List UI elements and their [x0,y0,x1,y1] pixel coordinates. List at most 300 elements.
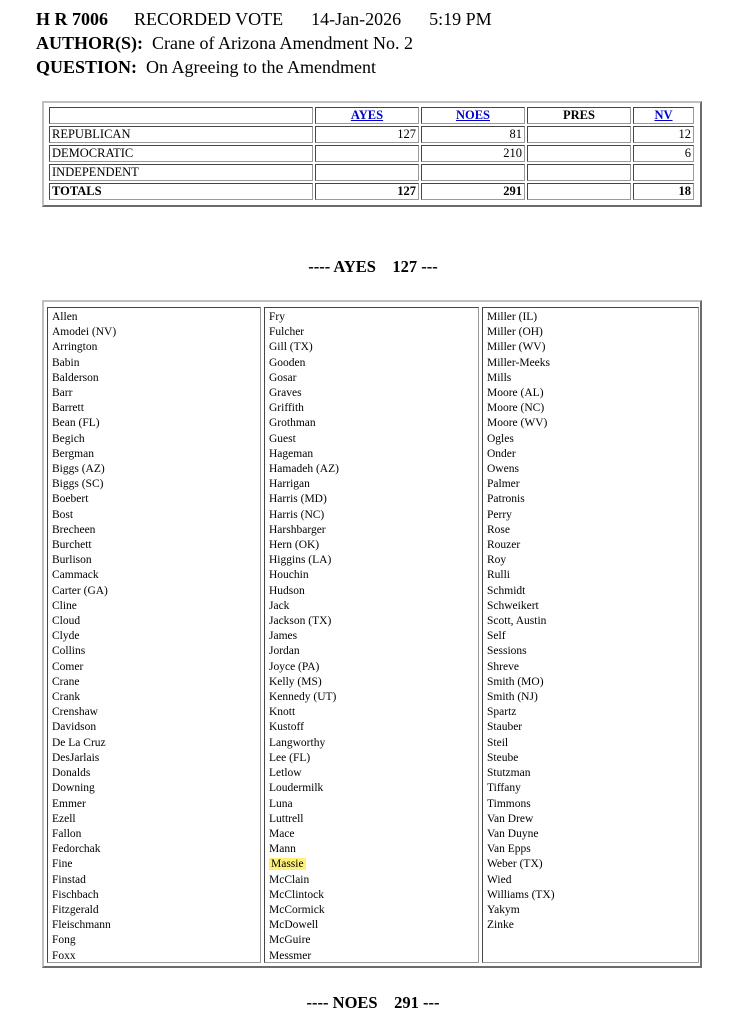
member-name-text: Rouzer [487,539,521,552]
member-name [487,614,698,629]
member-name [487,660,698,675]
question-line [36,56,376,78]
member-name [52,720,260,735]
member-name-text: Fry [269,311,285,323]
member-name-text: Schmidt [487,584,526,597]
member-name-text: Bergman [52,447,94,460]
member-name [52,356,260,371]
member-name [487,705,698,720]
member-name [269,736,478,751]
member-name [487,462,698,477]
member-name [487,447,698,462]
member-name [487,356,698,371]
member-name [52,371,260,386]
member-name [52,751,260,766]
member-name [52,949,260,964]
member-name-text: Lee (FL) [269,751,311,764]
member-name-text: Crane [52,675,80,688]
member-name-text: Self [487,630,506,643]
member-name-text: Allen [52,311,78,323]
member-name [52,523,260,538]
noes-count: 291 [421,183,525,200]
member-name-text: Sessions [487,645,527,658]
member-name [487,340,698,355]
member-name [52,492,260,507]
member-name [52,568,260,583]
member-name-text: Begich [52,432,85,445]
member-name [269,644,478,659]
member-name [269,705,478,720]
member-name-text: Burlison [52,554,92,567]
member-name [269,371,478,386]
member-name [487,553,698,568]
member-name [269,690,478,705]
member-name [487,432,698,447]
member-name-text: Roy [487,554,507,567]
member-name-text: Fine [52,858,73,871]
summary-header-blank [49,107,313,124]
member-name [52,736,260,751]
member-name-text: Mills [487,371,512,384]
member-name-text: Patronis [487,493,525,506]
member-name [269,873,478,888]
member-name-text: Zinke [487,919,514,932]
ayes-section-title [0,257,746,277]
member-name-text: Jack [269,599,290,612]
member-name-text: Perry [487,508,512,521]
member-name-text: Joyce (PA) [269,660,320,673]
member-name-text: James [269,630,298,643]
member-name-text: Shreve [487,660,519,673]
member-name-text: Miller (OH) [487,326,543,339]
noes-count: 210 [421,145,525,162]
member-name [52,340,260,355]
member-name-text: McCormick [269,903,325,916]
summary-row-totals [49,183,694,200]
member-name [269,401,478,416]
ayes-link[interactable]: AYES [350,108,384,122]
member-name [52,675,260,690]
summary-row-independent [49,164,694,181]
nv-count [633,164,694,181]
member-name-text: Steil [487,736,509,749]
member-name-text: Kustoff [269,721,304,734]
member-name [52,508,260,523]
member-name-text: Williams (TX) [487,888,555,901]
member-name-text: Higgins (LA) [269,554,332,567]
member-name [487,523,698,538]
summary-row-republican [49,126,694,143]
member-name-text: Luttrell [269,812,304,825]
member-name-text: Harshbarger [269,523,326,536]
member-name [487,766,698,781]
member-name [269,462,478,477]
member-name-text: Miller-Meeks [487,356,551,369]
member-name [269,857,478,872]
member-name [52,918,260,933]
member-name-text: Crenshaw [52,706,98,719]
member-name-text: Fedorchak [52,843,101,856]
member-name [269,340,478,355]
noes-title-text: ---- NOES 291 --- [306,993,440,1012]
member-name [269,447,478,462]
member-name-text: Messmer [269,949,312,962]
member-name-text: Gooden [269,356,306,369]
member-name-text: Moore (NC) [487,402,545,415]
member-name-text: Ogles [487,432,514,445]
member-name-text: Guest [269,432,296,445]
member-name [487,568,698,583]
member-name [487,492,698,507]
vote-date: 14-Jan-2026 [311,9,402,29]
member-name-text: Fitzgerald [52,903,99,916]
member-name-text: Jackson (TX) [269,615,332,628]
noes-count [421,164,525,181]
vote-time: 5:19 PM [429,9,492,29]
member-name-text: Davidson [52,721,97,734]
member-name [52,432,260,447]
member-name-text: Owens [487,463,519,476]
noes-section-title [0,993,746,1013]
member-name-text: Fleischmann [52,919,111,932]
question-label: QUESTION: [36,57,138,77]
member-name-text: Brecheen [52,523,96,536]
member-name [269,310,478,325]
member-name [269,949,478,964]
member-name [269,568,478,583]
member-name-text: Langworthy [269,736,326,749]
member-name-text: Kennedy (UT) [269,691,337,704]
author-value: Crane of Arizona Amendment No. 2 [152,33,413,53]
member-name-text: Bean (FL) [52,417,100,430]
member-name [52,584,260,599]
member-name [269,599,478,614]
member-name [269,675,478,690]
member-name-text: Griffith [269,402,304,415]
member-name-text: Clyde [52,630,80,643]
member-name [269,933,478,948]
member-name-text: Carter (GA) [52,584,108,597]
member-name-text: Schweikert [487,599,539,612]
member-name [52,781,260,796]
member-name-text: Miller (WV) [487,341,546,354]
member-name-text: Stauber [487,721,523,734]
member-name [487,781,698,796]
member-name [487,797,698,812]
member-name [487,629,698,644]
member-name-text: Palmer [487,478,520,491]
pres-count [527,126,631,143]
member-name-text: Fischbach [52,888,99,901]
member-name-text: Hern (OK) [269,539,320,552]
member-name [487,508,698,523]
ayes-title-text: ---- AYES 127 --- [308,257,438,276]
member-name-text: Cloud [52,615,81,628]
member-name [487,720,698,735]
member-name [52,447,260,462]
member-name-text: Kelly (MS) [269,675,322,688]
party-label: TOTALS [49,183,313,200]
member-name [52,629,260,644]
member-name [52,842,260,857]
ayes-count [315,164,419,181]
member-name-text: Moore (AL) [487,387,544,400]
member-name [269,766,478,781]
ayes-count [315,145,419,162]
member-name-text: Hudson [269,584,305,597]
member-name-text: Scott, Austin [487,615,547,628]
member-name-text: Gill (TX) [269,341,313,354]
member-name-text: Hamadeh (AZ) [269,463,339,476]
member-name [52,857,260,872]
member-name [52,477,260,492]
member-name-text: Timmons [487,797,531,810]
pres-count [527,164,631,181]
names-column [47,307,261,963]
member-name-text: Cammack [52,569,99,582]
member-name-text: Boebert [52,493,89,506]
member-name-text: Harris (NC) [269,508,325,521]
member-name [269,888,478,903]
member-name-text: Fulcher [269,326,305,339]
party-label: DEMOCRATIC [49,145,313,162]
member-name-text: Barr [52,387,73,400]
member-name [269,827,478,842]
noes-link[interactable]: NOES [455,108,491,122]
ayes-count: 127 [315,126,419,143]
member-name [269,614,478,629]
member-name [269,508,478,523]
party-label: REPUBLICAN [49,126,313,143]
member-name [487,416,698,431]
member-name-text: Barrett [52,402,84,415]
member-name-text: Onder [487,447,516,460]
member-name [52,766,260,781]
member-name-text: Grothman [269,417,316,430]
member-name [487,827,698,842]
member-name-text: Burchett [52,539,92,552]
member-name-text: Yakym [487,903,520,916]
member-name [269,416,478,431]
author-label: AUTHOR(S): [36,33,143,53]
member-name [269,386,478,401]
member-name-text: Steube [487,751,519,764]
member-name [487,538,698,553]
noes-count: 81 [421,126,525,143]
names-column [482,307,699,963]
member-name [52,812,260,827]
member-name [52,325,260,340]
member-name-text: Weber (TX) [487,858,543,871]
member-name-text: Moore (WV) [487,417,548,430]
member-name-text: Biggs (SC) [52,478,104,491]
summary-row-democratic [49,145,694,162]
member-name-text: Knott [269,706,296,719]
question-value: On Agreeing to the Amendment [146,57,376,77]
member-name-text: Luna [269,797,293,810]
member-name [269,797,478,812]
member-name-text: McClintock [269,888,324,901]
member-name-text: Downing [52,782,95,795]
member-name-text: Van Duyne [487,827,539,840]
member-name [487,736,698,751]
member-name-text: Ezell [52,812,76,825]
member-name [269,629,478,644]
member-name-text: Biggs (AZ) [52,463,105,476]
member-name-text: Babin [52,356,80,369]
pres-count [527,145,631,162]
ayes-names-table [42,300,702,968]
member-name [487,599,698,614]
member-name-text: Stutzman [487,767,531,780]
member-name-text: Smith (MO) [487,675,544,688]
member-name-text: Donalds [52,767,91,780]
member-name-text: Van Drew [487,812,534,825]
member-name-text: Mace [269,827,295,840]
member-name [52,416,260,431]
member-name-text: Emmer [52,797,86,810]
member-name [487,371,698,386]
member-name [269,812,478,827]
member-name-text: Graves [269,387,302,400]
member-name [52,538,260,553]
ayes-count: 127 [315,183,419,200]
member-name-text: Collins [52,645,86,658]
member-name-text: Tiffany [487,782,521,795]
member-name-text: Harris (MD) [269,493,327,506]
member-name [52,660,260,675]
member-name [52,401,260,416]
bill-number: H R 7006 [36,9,108,29]
member-name-text: Bost [52,508,74,521]
member-name [487,751,698,766]
member-name [52,888,260,903]
member-name [487,690,698,705]
highlighted-member-name: Massie [271,858,304,871]
member-name-text: Rulli [487,569,511,582]
member-name [487,325,698,340]
member-name [52,599,260,614]
member-name [52,310,260,325]
member-name [52,462,260,477]
member-name [52,705,260,720]
member-name [52,933,260,948]
member-name-text: Spartz [487,706,517,719]
member-name [269,918,478,933]
member-name-text: Mann [269,843,296,856]
member-name-text: Cline [52,599,77,612]
member-name [487,903,698,918]
member-name-text: Foxx [52,949,76,962]
nv-link[interactable]: NV [654,108,673,122]
member-name-text: De La Cruz [52,736,106,749]
member-name [269,432,478,447]
member-name [52,614,260,629]
member-name [269,660,478,675]
nv-count: 18 [633,183,694,200]
member-name [52,827,260,842]
member-name-text: Rose [487,523,510,536]
member-name [487,584,698,599]
member-name-text: Wied [487,873,512,886]
member-name [269,751,478,766]
member-name [269,538,478,553]
member-name-text: Van Epps [487,843,531,856]
member-name-text: Gosar [269,371,297,384]
member-name-text: Arrington [52,341,98,354]
member-name [52,903,260,918]
member-name-text: DesJarlais [52,751,100,764]
nv-count: 12 [633,126,694,143]
pres-header: PRES [527,107,631,124]
member-name [269,523,478,538]
member-name [269,903,478,918]
member-name [487,888,698,903]
member-name-text: Crank [52,691,81,704]
vote-summary-table [42,101,702,207]
member-name-text: Loudermilk [269,782,324,795]
party-label: INDEPENDENT [49,164,313,181]
member-name [52,797,260,812]
member-name [487,857,698,872]
author-line [36,32,413,54]
member-name [52,873,260,888]
member-name [269,356,478,371]
member-name-text: Harrigan [269,478,310,491]
member-name [52,553,260,568]
member-name [487,477,698,492]
vote-header-line [36,8,492,30]
member-name [487,644,698,659]
member-name-text: Houchin [269,569,309,582]
member-name-text: Smith (NJ) [487,691,538,704]
member-name [52,690,260,705]
member-name-text: Hageman [269,447,314,460]
member-name [487,918,698,933]
member-name [487,675,698,690]
member-name [269,584,478,599]
member-name [269,842,478,857]
member-name-text: Miller (IL) [487,311,538,323]
member-name [52,386,260,401]
member-name [487,386,698,401]
vote-type: RECORDED VOTE [134,9,284,29]
member-name [269,553,478,568]
member-name-text: McGuire [269,934,311,947]
member-name-text: Fallon [52,827,82,840]
member-name [269,477,478,492]
nv-count: 6 [633,145,694,162]
member-name-text: McDowell [269,919,319,932]
member-name-text: Letlow [269,767,302,780]
member-name [269,720,478,735]
member-name [269,325,478,340]
member-name-text: Jordan [269,645,300,658]
member-name-text: Fong [52,934,76,947]
member-name [269,492,478,507]
member-name-text: Finstad [52,873,86,886]
member-name [487,842,698,857]
pres-count [527,183,631,200]
member-name [269,781,478,796]
member-name [487,812,698,827]
member-name-text: Comer [52,660,84,673]
member-name [487,401,698,416]
member-name-text: Amodei (NV) [52,326,117,339]
member-name [487,310,698,325]
member-name-text: Balderson [52,371,99,384]
member-name-text: McClain [269,873,310,886]
